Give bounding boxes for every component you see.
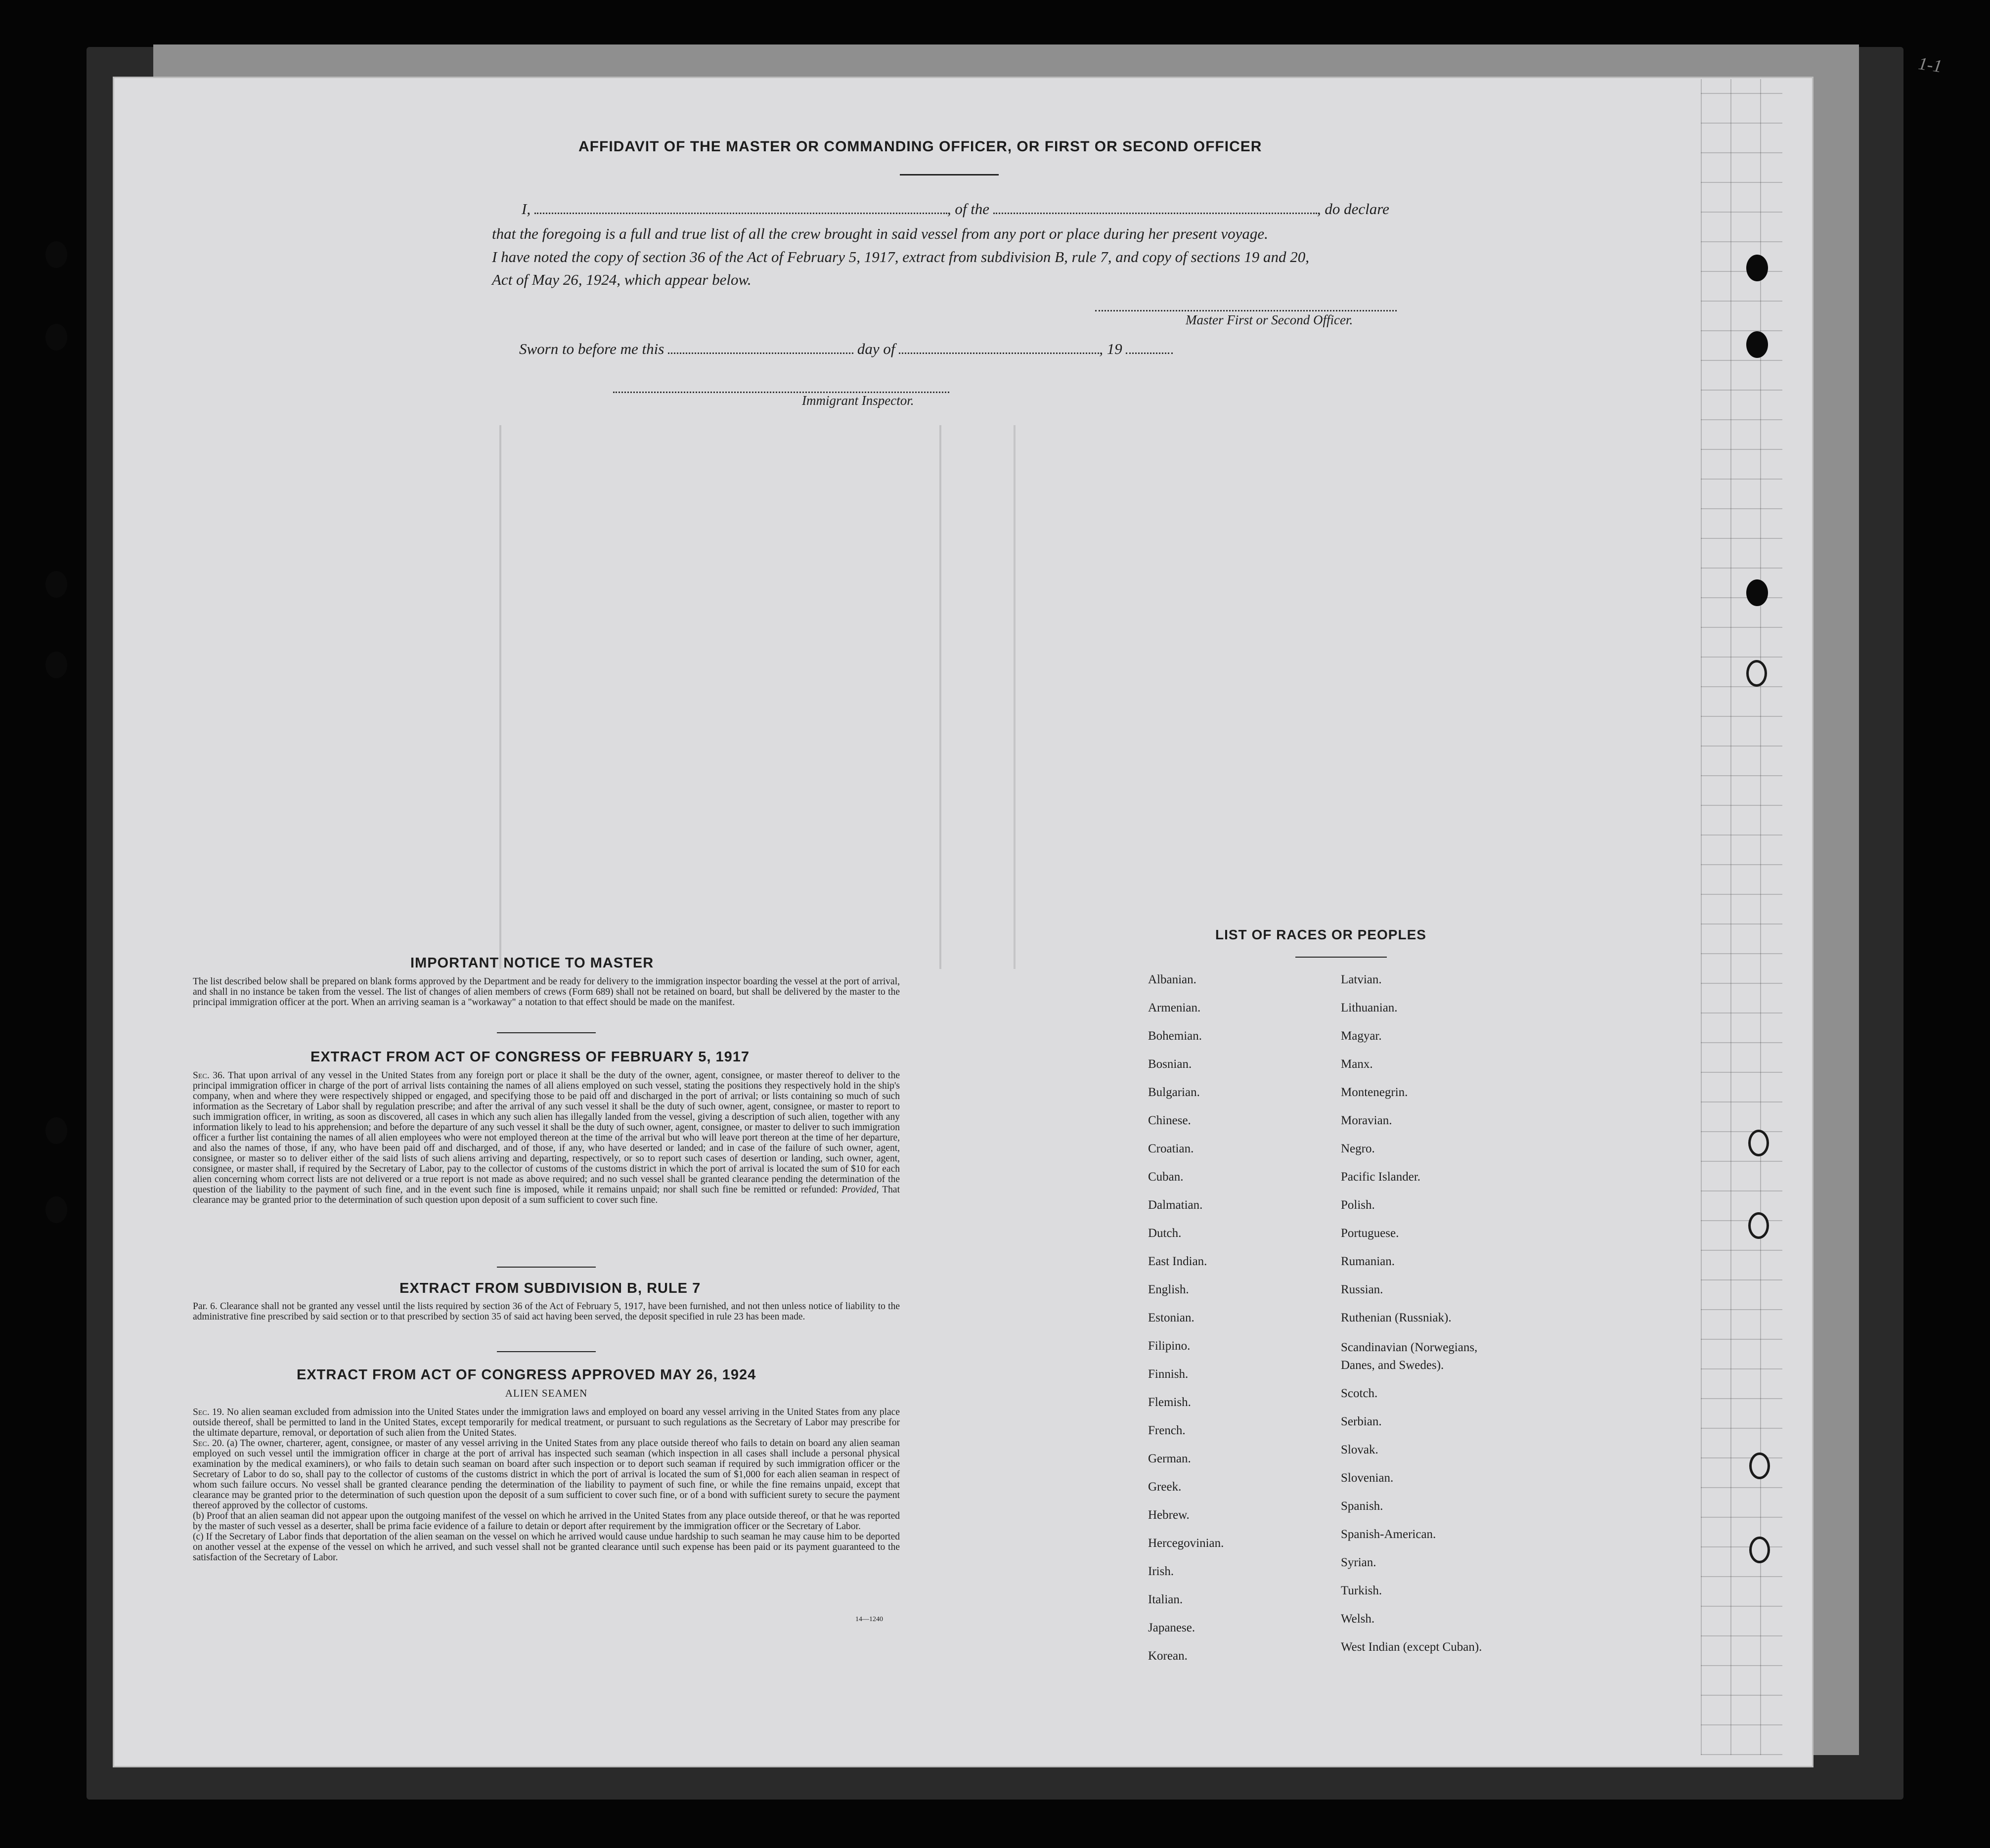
sec-36-text: That upon arrival of any vessel in the United States from any foreign port or place it shall be the duty of the owner, agent, consignee, or master thereof to deliver to the principal immigration officer in charge of the port of arrival lists containing the names of all aliens employed on such vessel, stating the positions they respectively hold in the ship's company, when and where they were respectively shipped or engaged, and specifying those to be paid off and discharged in the port of arrival; or lists containing so much of such information as the Secretary of Labor shall by regulation prescribe; and after the arrival of any such vessel it shall be the duty of such owner, agent, consignee, or master to report to such immigration officer, in writing, as soon as discovered, all cases in which any such alien has illegally landed from the vessel, giving a description of such alien, together with any information likely to lead to his apprehension; and before the departure of any such vessel it shall be the duty of such owner, agent, consignee, or master to deliver to such immigration officer a further list containing the names of all alien employees who were not employed thereon at the time of the arrival but who will leave port thereon at the time of her departure, and also the names of those, if any, who have been paid off and discharged, and of those, if any, who have deserted or landed; and in case of the failure of such owner, agent, consignee, or master so to deliver either of the said lists of such aliens arriving and departing, respectively, or so to report such cases of desertion or landing, such owner, agent, consignee, or master shall, if required by the Secretary of Labor, pay to the collector of customs of the customs district in which the port of arrival is located the sum of $10 for each alien concerning whom correct lists are not delivered or a true report is not made as above required; and no such vessel shall be granted clearance pending the determination of the question of the liability to the payment of such fine, and in the event such fine is imposed, while it remains unpaid; nor shall such fine be remitted or refunded: [193, 1070, 900, 1195]
race-item: Cuban. [1148, 1170, 1184, 1184]
race-item: Filipino. [1148, 1339, 1191, 1353]
binder-hole-right [1749, 1452, 1770, 1479]
section-divider [497, 1351, 596, 1352]
declaration-line-1 [522, 200, 1389, 218]
binder-hole-left [45, 241, 67, 268]
binder-hole-right [1746, 331, 1768, 358]
race-item: Slovenian. [1341, 1471, 1394, 1485]
month-blank [899, 342, 1099, 354]
race-item: Russian. [1341, 1283, 1383, 1296]
bleed-through-column [1014, 425, 1016, 969]
extract-1917-body [193, 1070, 900, 1205]
title-underline [900, 174, 999, 176]
declaration-declare: , do declare [1317, 200, 1389, 218]
master-signature-label: Master First or Second Officer. [1186, 312, 1353, 327]
master-signature-line [1095, 299, 1397, 311]
race-item: Welsh. [1341, 1612, 1375, 1626]
race-item: Chinese. [1148, 1114, 1191, 1127]
race-item: Manx. [1341, 1057, 1373, 1071]
race-item: Turkish. [1341, 1584, 1382, 1597]
race-item: Albanian. [1148, 973, 1196, 986]
form-number: 14—1240 [855, 1616, 883, 1623]
binder-hole-right [1748, 1130, 1769, 1156]
year-blank [1126, 342, 1173, 354]
race-item: Flemish. [1148, 1396, 1191, 1409]
race-item: Moravian. [1341, 1114, 1392, 1127]
margin-note: 1-1 [1917, 53, 1944, 77]
bleed-through-column [939, 425, 941, 969]
sec-20a-text: (a) The owner, charterer, agent, consignee, or master of any vessel arriving in the United States from any place outside thereof who fails to detain on board any alien seaman employed on such vessel until the immigration officer in charge at the port of arrival has inspected such seaman (which inspection in all cases shall include a personal physical examination by the medical examiners), or who fails to detain such seaman on board after such inspection or to deport such seaman if required by such immigration officer or the Secretary of Labor to do so, shall pay to the collector of customs of the customs district in which the port of arrival is located the sum of $1,000 for each alien seaman in respect of whom such failure occurs. No vessel shall be granted clearance pending the determination of the liability to payment of such fine, or while the fine remains unpaid, except that clearance may be granted prior to the determination of such question upon the deposit of a sum sufficient to cover such fine, or of a bond with sufficient surety to secure the payment thereof approved by the collector of customs. [193, 1438, 900, 1511]
race-item: Serbian. [1341, 1415, 1382, 1428]
race-item: Japanese. [1148, 1621, 1195, 1634]
sec-36-label: Sec. 36. [193, 1070, 225, 1081]
sworn-before: Sworn to before me this [519, 340, 664, 357]
sworn-year: , 19 [1099, 340, 1122, 357]
alien-seamen-subheading: ALIEN SEAMEN [505, 1387, 588, 1399]
binder-hole-right [1746, 660, 1767, 687]
race-item: Danes, and Swedes). [1341, 1359, 1444, 1372]
affidavit-title: AFFIDAVIT OF THE MASTER OR COMMANDING OFFICER, OR FIRST OR SECOND OFFICER [578, 138, 1262, 155]
race-item: Hebrew. [1148, 1508, 1190, 1522]
binder-hole-left [45, 652, 67, 678]
race-item: Greek. [1148, 1480, 1182, 1494]
notice-body: The list described below shall be prepared on blank forms approved by the Department and be ready for delivery to the immigration inspector boarding the vessel at the port of arrival, and shall in no instance be taken from the vessel. The list of changes of alien members of crews (Form 689) shall not be retained on board, but shall be delivered by the master to the principal immigration officer at the port. When an arriving seaman is a "workaway" a notation to that effect should be made on the manifest. [193, 976, 900, 1008]
race-item: Scandinavian (Norwegians, [1341, 1341, 1478, 1354]
race-item: Polish. [1341, 1198, 1375, 1212]
declaration-of-the: , of the [947, 200, 990, 218]
inspector-signature-line [613, 381, 949, 393]
race-item: Finnish. [1148, 1367, 1189, 1381]
race-item: West Indian (except Cuban). [1341, 1640, 1482, 1654]
race-item: Pacific Islander. [1341, 1170, 1421, 1184]
race-item: Croatian. [1148, 1142, 1194, 1155]
sec-19-label: Sec. 19. [193, 1407, 224, 1417]
races-heading: LIST OF RACES OR PEOPLES [1215, 927, 1426, 942]
declaration-line-3: I have noted the copy of section 36 of the Act of February 5, 1917, extract from subdivision B, rule 7, and copy of sections 19 and 20, [492, 248, 1310, 265]
notice-heading: IMPORTANT NOTICE TO MASTER [410, 955, 654, 971]
race-item: Latvian. [1341, 973, 1382, 986]
ruled-margin-grid [1701, 79, 1782, 1755]
provided-word: Provided, [841, 1185, 879, 1195]
sec-36-text-end: That clearance may be granted prior to the determination of such question upon deposit of a sum sufficient to cover such fine. [193, 1185, 900, 1205]
name-blank [534, 202, 947, 214]
bleed-through-column [499, 425, 501, 969]
race-item: Lithuanian. [1341, 1001, 1398, 1014]
race-item: Bosnian. [1148, 1057, 1192, 1071]
binder-hole-right [1746, 255, 1768, 281]
sec-20b-text: (b) Proof that an alien seaman did not appear upon the outgoing manifest of the vessel on which he arrived in the United States from any place outside thereof, or that he was reported by the master of such vessel as a deserter, shall be prima facie evidence of a failure to detain or deport after requirement by the immigration officer or the Secretary of Labor. [193, 1511, 900, 1532]
race-item: Magyar. [1341, 1029, 1382, 1043]
race-item: Dutch. [1148, 1227, 1182, 1240]
race-item: Korean. [1148, 1649, 1188, 1663]
race-item: Hercegovinian. [1148, 1537, 1224, 1550]
race-item: Estonian. [1148, 1311, 1194, 1324]
race-item: Ruthenian (Russniak). [1341, 1311, 1452, 1324]
race-item: Dalmatian. [1148, 1198, 1203, 1212]
inspector-signature-label: Immigrant Inspector. [802, 393, 914, 408]
race-item: French. [1148, 1424, 1186, 1437]
race-item: Bulgarian. [1148, 1086, 1200, 1099]
race-item: Negro. [1341, 1142, 1375, 1155]
race-item: Spanish. [1341, 1499, 1383, 1513]
section-divider [497, 1267, 596, 1268]
binder-hole-left [45, 1196, 67, 1223]
binder-hole-right [1748, 1212, 1769, 1239]
races-underline [1295, 957, 1387, 958]
sec-19-text: No alien seaman excluded from admission into the United States under the immigration laws and employed on board any vessel arriving in the United States from any place outside thereof, shall be permitted to land in the United States, except temporarily for medical treatment, or pursuant to such regulations as the Secretary of Labor may prescribe for the ultimate departure, removal, or deportation of such alien from the United States. [193, 1407, 900, 1438]
vessel-blank [993, 202, 1317, 214]
race-item: Spanish-American. [1341, 1528, 1436, 1541]
race-item: Montenegrin. [1341, 1086, 1408, 1099]
declaration-i: I, [522, 200, 531, 218]
declaration-line-4: Act of May 26, 1924, which appear below. [492, 271, 752, 288]
sec-20c-text: (c) If the Secretary of Labor finds that deportation of the alien seaman on the vessel on which he arrived would cause undue hardship to such seaman he may cause him to be deported on another vessel at the expense of the vessel on which he arrived, and such vessel shall not be granted clearance until such expense has been paid or its payment guaranteed to the satisfaction of the Secretary of Labor. [193, 1532, 900, 1563]
race-item: Italian. [1148, 1593, 1183, 1606]
binder-hole-left [45, 571, 67, 598]
extract-1924-body [193, 1407, 900, 1563]
race-item: English. [1148, 1283, 1189, 1296]
section-divider [497, 1032, 596, 1033]
race-item: Bohemian. [1148, 1029, 1202, 1043]
extract-1917-heading: EXTRACT FROM ACT OF CONGRESS OF FEBRUARY 5, 1917 [310, 1049, 750, 1065]
sworn-line [519, 340, 1173, 358]
race-item: Portuguese. [1341, 1227, 1399, 1240]
race-item: Slovak. [1341, 1443, 1378, 1456]
race-item: Scotch. [1341, 1387, 1378, 1400]
rule7-body: Par. 6. Clearance shall not be granted any vessel until the lists required by section 36 of the Act of February 5, 1917, have been furnished, and not then unless notice of liability to the administrative fine prescribed by said section or to that prescribed by section 35 of said act having been served, the deposit specified in rule 23 has been made. [193, 1301, 900, 1322]
race-item: Armenian. [1148, 1001, 1201, 1014]
extract-1924-heading: EXTRACT FROM ACT OF CONGRESS APPROVED MAY 26, 1924 [297, 1367, 756, 1383]
race-item: Rumanian. [1341, 1255, 1395, 1268]
binder-hole-right [1746, 579, 1768, 606]
race-item: East Indian. [1148, 1255, 1207, 1268]
race-item: Syrian. [1341, 1556, 1376, 1569]
day-blank [668, 342, 853, 354]
sworn-day-of: day of [857, 340, 895, 357]
binder-hole-left [45, 1117, 67, 1144]
binder-hole-left [45, 324, 67, 351]
rule7-heading: EXTRACT FROM SUBDIVISION B, RULE 7 [399, 1280, 701, 1296]
race-item: Irish. [1148, 1565, 1174, 1578]
race-item: German. [1148, 1452, 1191, 1465]
sec-20-label: Sec. 20. [193, 1438, 224, 1449]
declaration-line-2: that the foregoing is a full and true list of all the crew brought in said vessel from any port or place during her present voyage. [492, 225, 1268, 242]
binder-hole-right [1749, 1537, 1770, 1563]
